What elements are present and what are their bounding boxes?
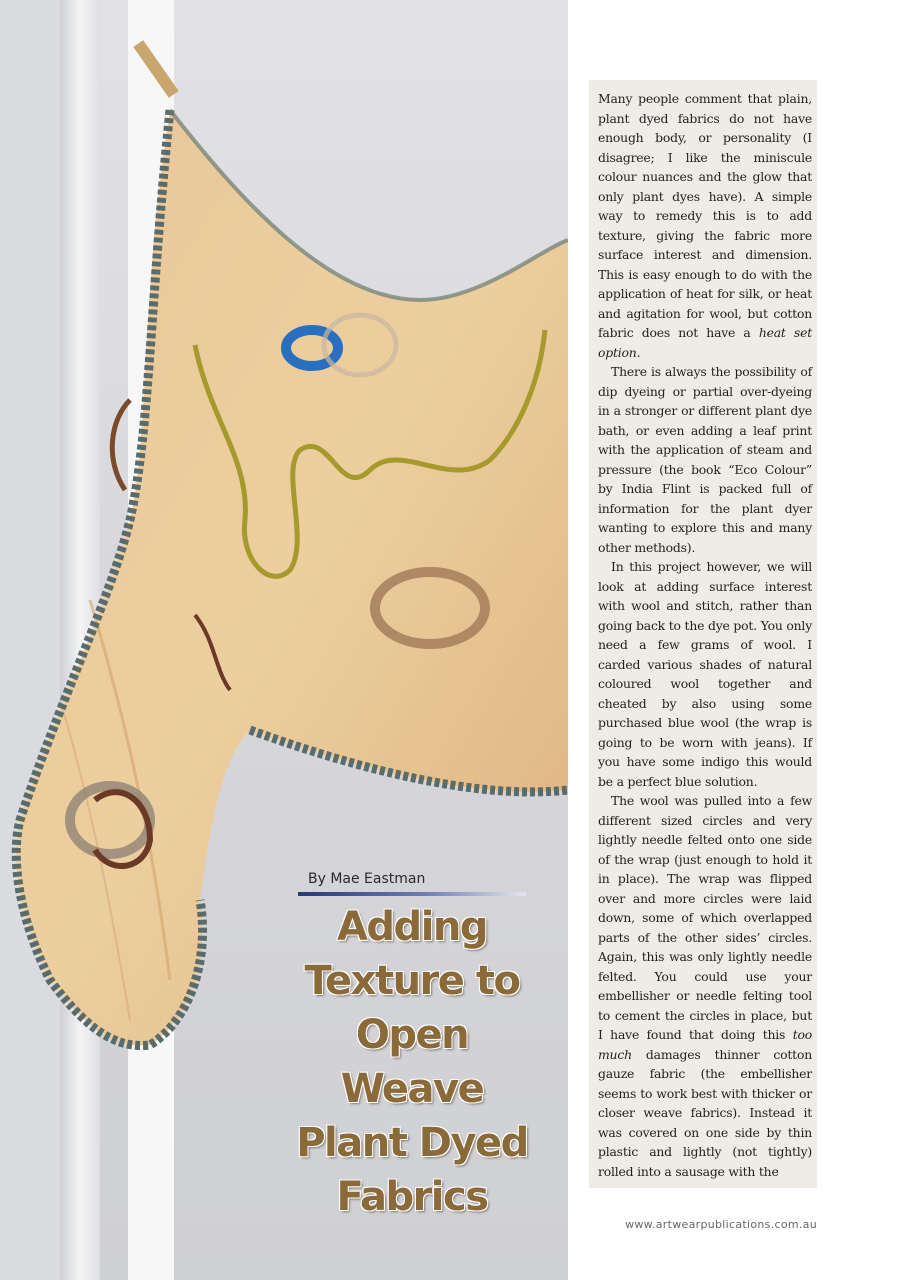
article-paragraph: In this project however, we will look at adding surface interest with wool and stitch, rather than going back to the dye pot. You only need a few grams of wool. I carded various shades of natural coloured wool together and cheated by also using some purchased blue wool (the wrap is going to be worn with jeans). If you have some indigo this would be a perfect blue solution. — [598, 559, 812, 789]
article-title — [284, 900, 540, 1224]
byline: By Mae Eastman — [308, 871, 426, 887]
article-body-column — [589, 80, 817, 1188]
article-paragraph: Many people comment that plain, plant dyed fabrics do not have enough body, or personality (I disagree; I like the miniscule colour nuances and the glow that only plant dyes have). A simple way to remedy this is to add texture, giving the fabric more surface interest and dimension. This is easy enough to do with the application of heat for silk, or heat and agitation for wool, but cotton fabric does not have a heat set option. — [598, 91, 812, 360]
title-line: Open Weave — [340, 1012, 484, 1112]
brown-stitch — [112, 400, 130, 490]
title-line: Fabrics — [336, 1174, 488, 1220]
article-paragraph: There is always the possibility of dip dyeing or partial over-dyeing in a stronger or different plant dye bath, or even adding a leaf print with the application of steam and pressure (the book “Eco Colour” by India Flint is packed full of information for the plant dyer wanting to explore this and many other methods). — [598, 364, 812, 555]
footer-url: www.artwearpublications.com.au — [625, 1218, 817, 1231]
title-line: Adding — [336, 904, 488, 950]
title-line: Texture to — [304, 958, 520, 1004]
byline-rule — [298, 892, 526, 896]
title-line: Plant Dyed — [296, 1120, 528, 1166]
article-paragraph: The wool was pulled into a few different sized circles and very lightly needle felted onto one side of the wrap (just enough to hold it in place). The wrap was flipped over and more circles were laid down, some of which overlapped parts of the other sides’ circles. Again, this was only lightly needle felted. You could use your embellisher or needle felting tool to cement the circles in place, but I have found that doing this too much damages thinner cotton gauze fabric (the embellisher seems to work best with thicker or closer weave fabrics). Instead it was covered on one side by thin plastic and lightly (not tightly) rolled into a sausage with the — [598, 793, 812, 1179]
